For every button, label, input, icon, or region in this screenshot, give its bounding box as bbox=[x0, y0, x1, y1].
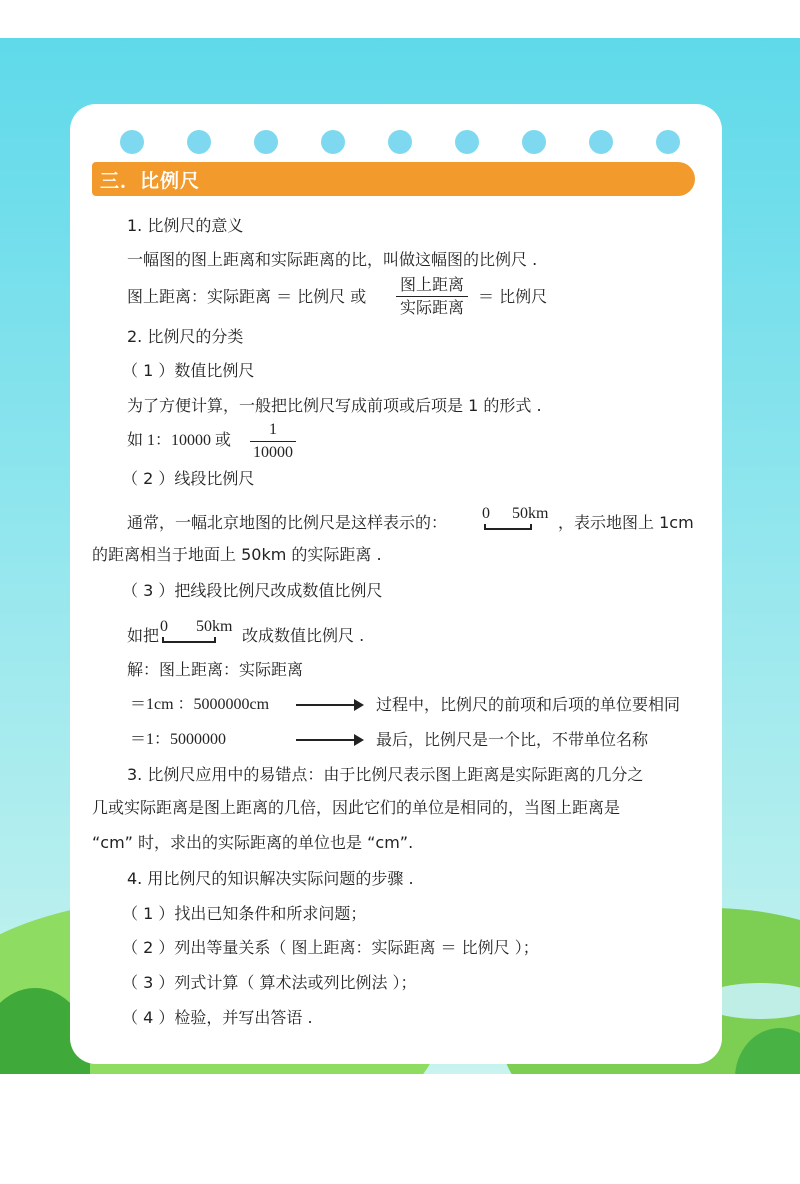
subheading-numeric-scale: （ 1 ）数值比例尺 bbox=[122, 361, 255, 380]
formula-left: 图上距离：实际距离 ＝ 比例尺 或 bbox=[127, 287, 367, 306]
subheading-line-scale: （ 2 ）线段比例尺 bbox=[122, 469, 255, 488]
scale-zero-label: 0 bbox=[482, 505, 490, 522]
binder-ring-hole bbox=[656, 130, 680, 154]
convert-example-b: 改成数值比例尺 . bbox=[242, 626, 365, 645]
pitfall-line-1: 3. 比例尺应用中的易错点：由于比例尺表示图上距离是实际距离的几分之 bbox=[127, 765, 644, 784]
line-scale-text: 通常，一幅北京地图的比例尺是这样表示的： bbox=[127, 513, 448, 532]
numeric-scale-text: 为了方便计算，一般把比例尺写成前项或后项是 1 的形式 . bbox=[127, 396, 542, 415]
pitfall-line-3: “cm” 时，求出的实际距离的单位也是 “cm”. bbox=[92, 833, 414, 852]
binder-ring-hole bbox=[321, 130, 345, 154]
step-2-note: 最后，比例尺是一个比，不带单位名称 bbox=[376, 730, 649, 749]
line-scale-graphic bbox=[482, 504, 549, 530]
scale-end-label: 50km bbox=[512, 505, 549, 522]
fraction-denominator: 10000 bbox=[253, 444, 293, 461]
scale-zero-label: 0 bbox=[160, 618, 168, 635]
convert-example-a: 如把 bbox=[127, 626, 160, 645]
line-scale-graphic bbox=[160, 617, 240, 643]
solution-heading: 解：图上距离：实际距离 bbox=[127, 660, 304, 679]
formula-right: ＝ 比例尺 bbox=[478, 287, 548, 306]
list-item: （ 1 ）找出已知条件和所求问题； bbox=[122, 904, 367, 923]
fraction-numerator: 图上距离 bbox=[399, 275, 464, 294]
formula-fraction bbox=[396, 275, 468, 318]
list-item: （ 2 ）列出等量关系（ 图上距离：实际距离 ＝ 比例尺 ）； bbox=[122, 938, 539, 957]
binder-ring-hole bbox=[522, 130, 546, 154]
arrow-right-icon bbox=[296, 704, 362, 706]
pitfall-line-2: 几或实际距离是图上距离的几倍，因此它们的单位是相同的，当图上距离是 bbox=[92, 798, 621, 817]
fraction-numerator: 1 bbox=[269, 421, 277, 438]
arrow-right-icon bbox=[296, 739, 362, 741]
list-item: （ 4 ）检验，并写出答语 . bbox=[122, 1008, 313, 1027]
line-scale-text-cont: ，表示地图上 1cm bbox=[558, 513, 694, 532]
binder-ring-hole bbox=[388, 130, 412, 154]
definition-text: 一幅图的图上距离和实际距离的比，叫做这幅图的比例尺 . bbox=[127, 250, 538, 269]
scale-end-label: 50km bbox=[196, 618, 233, 635]
solution-step-1: ＝1cm ：5000000cm bbox=[130, 696, 270, 713]
binder-ring-hole bbox=[187, 130, 211, 154]
example-fraction bbox=[250, 420, 296, 463]
line-scale-text-end: 的距离相当于地面上 50km 的实际距离 . bbox=[92, 545, 382, 564]
heading-classification: 2. 比例尺的分类 bbox=[127, 327, 244, 346]
binder-ring-hole bbox=[120, 130, 144, 154]
heading-meaning: 1. 比例尺的意义 bbox=[127, 216, 244, 235]
fraction-denominator: 实际距离 bbox=[399, 298, 464, 317]
section-title: 三．比例尺 bbox=[100, 170, 201, 192]
subheading-convert: （ 3 ）把线段比例尺改成数值比例尺 bbox=[122, 581, 383, 600]
step-1-note: 过程中，比例尺的前项和后项的单位要相同 bbox=[376, 695, 681, 714]
heading-steps: 4. 用比例尺的知识解决实际问题的步骤 . bbox=[127, 869, 414, 888]
binder-ring-hole bbox=[455, 130, 479, 154]
list-item: （ 3 ）列式计算（ 算术法或列比例法 ）； bbox=[122, 973, 417, 992]
numeric-scale-example: 如 1：10000 或 bbox=[127, 432, 232, 449]
binder-ring-hole bbox=[589, 130, 613, 154]
binder-ring-hole bbox=[254, 130, 278, 154]
solution-step-2: ＝1：5000000 bbox=[130, 731, 227, 748]
